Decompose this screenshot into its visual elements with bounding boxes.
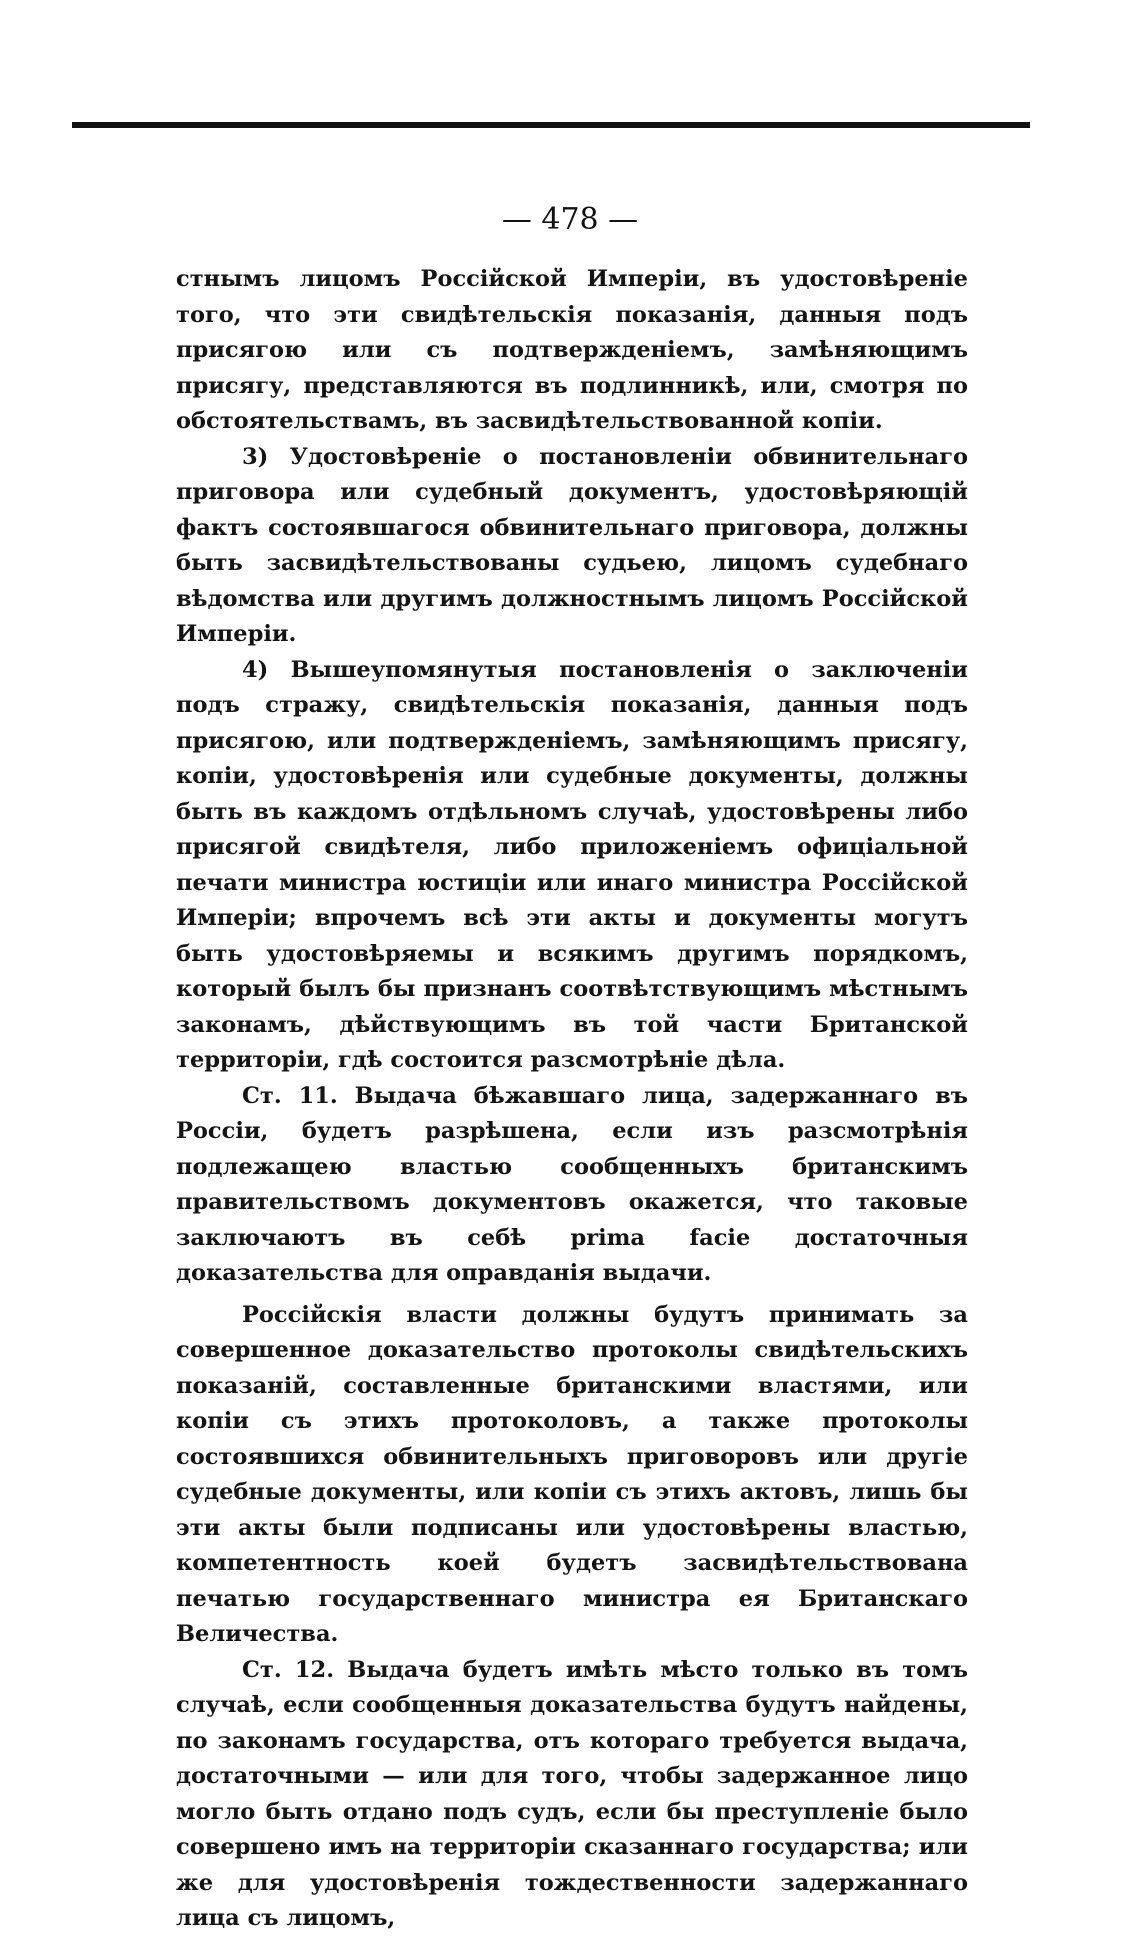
paragraph-item-4: 4) Вышеупомянутыя постановленія о заключеніи подъ стражу, свидѣтельскія показанія, данныя подъ присягою, или подтвержденіемъ, замѣняющимъ присягу, копіи, удостовѣренія или судебные документы, должны быть въ каждомъ отдѣльномъ случаѣ, удостовѣрены либо присягой свидѣтеля, либо приложеніемъ офиціальной печати министра юстиціи или инаго министра Россійской Имперіи; впрочемъ всѣ эти акты и документы могутъ быть удостовѣряемы и всякимъ другимъ порядкомъ, который былъ бы признанъ соотвѣтствующимъ мѣстнымъ законамъ, дѣйствующимъ въ той части Британской территоріи, гдѣ состоится разсмотрѣніе дѣла. xyxy=(176,656,968,1073)
page-body xyxy=(176,262,968,1937)
top-border-rule xyxy=(72,122,1030,128)
paragraph-continuation: стнымъ лицомъ Россійской Имперіи, въ удостовѣреніе того, что эти свидѣтельскія показанія, данныя подъ присягою или съ подтвержденіемъ, замѣняющимъ присягу, представляются въ подлинникѣ, или, смотря по обстоятельствамъ, въ засвидѣтельствованной копіи. xyxy=(176,266,968,434)
paragraph-russian-authorities: Россійскія власти должны будутъ принимать за совершенное доказательство протоколы свидѣтельскихъ показаній, составленные британскими властями, или копіи съ этихъ протоколовъ, а также протоколы состоявшихся обвинительныхъ приговоровъ или другіе судебные документы, или копіи съ этихъ актовъ, лишь бы эти акты были подписаны или удостовѣрены властью, компетентность коей будетъ засвидѣтельствована печатью государственнаго министра ея Британскаго Величества. xyxy=(176,1301,968,1647)
paragraph-item-3: 3) Удостовѣреніе о постановленіи обвинительнаго приговора или судебный документъ, удостовѣряющій фактъ состоявшагося обвинительнаго приговора, должны быть засвидѣтельствованы судьею, лицомъ судебнаго вѣдомства или другимъ должностнымъ лицомъ Россійской Имперіи. xyxy=(176,443,968,647)
page-number: — 478 — xyxy=(501,202,639,237)
paragraph-article-12: Ст. 12. Выдача будетъ имѣть мѣсто только въ томъ случаѣ, если сообщенныя доказательства будутъ найдены, по законамъ государства, отъ котораго требуется выдача, достаточными — или для того, чтобы задержанное лицо могло быть отдано подъ судъ, если бы преступленіе было совершено имъ на территоріи сказаннаго государства; или же для удостовѣренія тождественности задержаннаго лица съ лицомъ, xyxy=(176,1656,968,1931)
paragraph-article-11: Ст. 11. Выдача бѣжавшаго лица, задержаннаго въ Россіи, будетъ разрѣшена, если изъ разсмотрѣнія подлежащею властью сообщенныхъ британскимъ правительствомъ документовъ окажется, что таковые заключаютъ въ себѣ prima facie достаточныя доказательства для оправданія выдачи. xyxy=(176,1082,968,1286)
